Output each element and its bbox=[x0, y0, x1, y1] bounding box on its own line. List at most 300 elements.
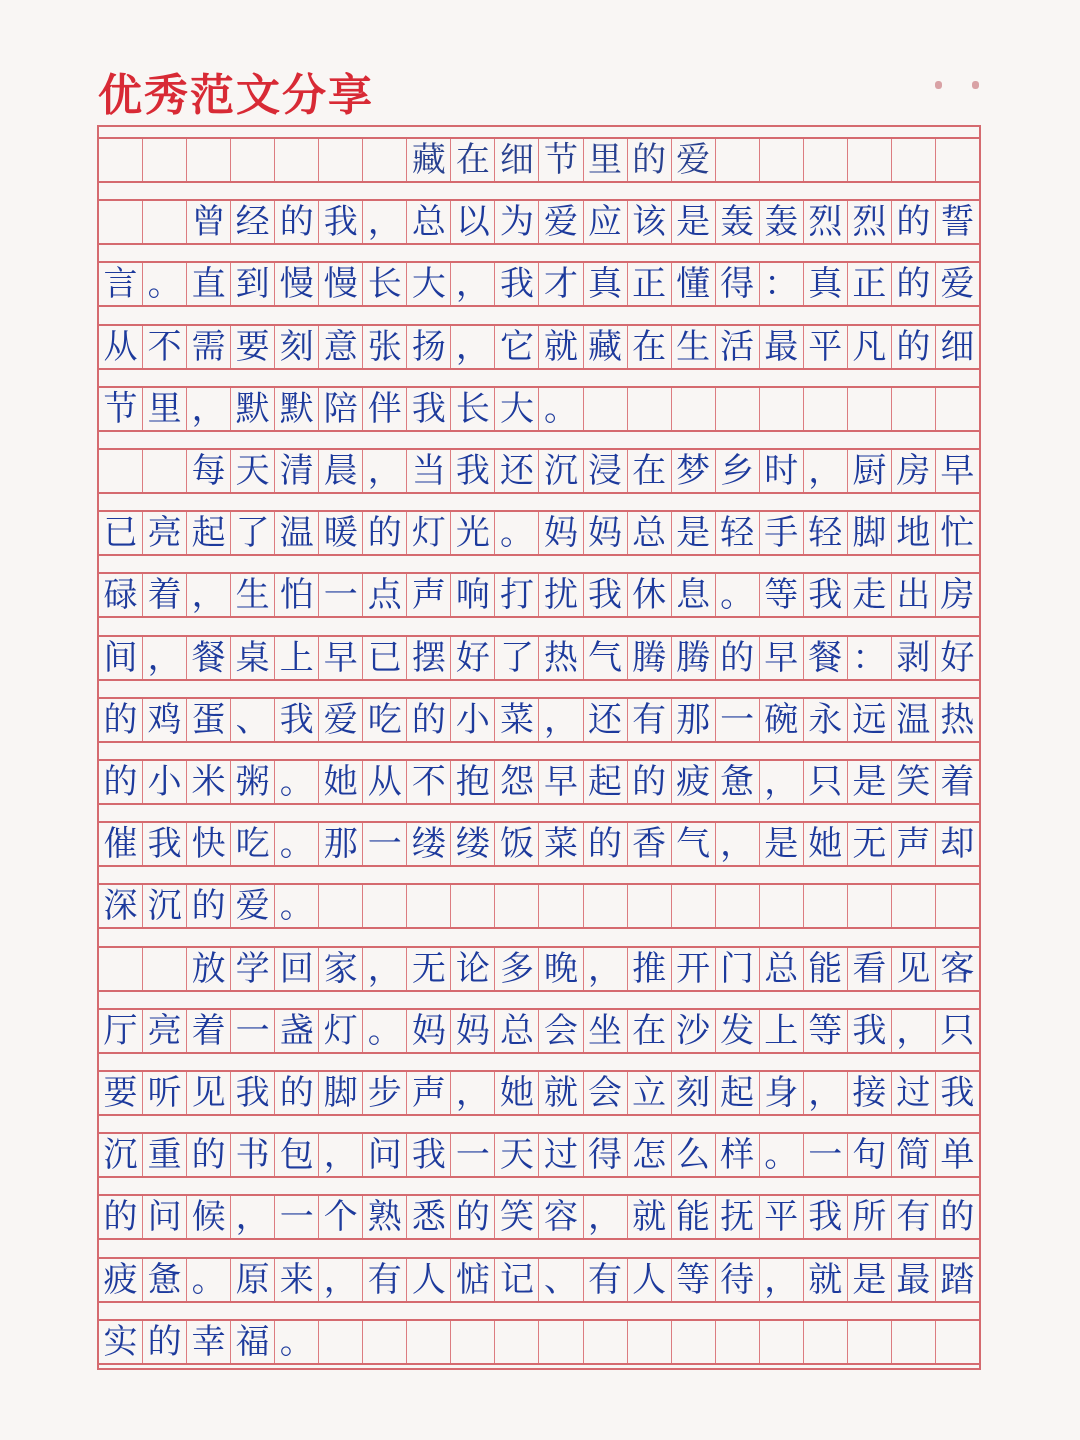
grid-cell-char: ， bbox=[451, 1072, 495, 1114]
grid-cell-char: 催 bbox=[99, 823, 143, 865]
grid-cell-char: 长 bbox=[363, 263, 407, 305]
grid-cell-char: 我 bbox=[451, 450, 495, 492]
grid-cell-char: 一 bbox=[716, 699, 760, 741]
grid-cell-char: 就 bbox=[628, 1196, 672, 1238]
grid-cell-empty bbox=[760, 388, 804, 430]
grid-cell-char: 有 bbox=[628, 699, 672, 741]
grid-cell-char: 里 bbox=[584, 139, 628, 181]
grid-cell-empty bbox=[672, 1321, 716, 1363]
grid-cell-char: 立 bbox=[628, 1072, 672, 1114]
grid-cell-char: 记 bbox=[495, 1259, 539, 1301]
grid-cell-empty bbox=[628, 1321, 672, 1363]
grid-cell-char: ， bbox=[363, 450, 407, 492]
grid-cell-char: 。 bbox=[760, 1134, 804, 1176]
grid-cell-char: 惫 bbox=[716, 761, 760, 803]
grid-cell-char: 我 bbox=[495, 263, 539, 305]
grid-cell-char: 爱 bbox=[672, 139, 716, 181]
grid-cell-empty bbox=[892, 139, 936, 181]
dot-icon bbox=[935, 81, 942, 89]
grid-cell-char: 誓 bbox=[940, 202, 975, 243]
essay-text-row bbox=[99, 821, 979, 867]
grid-cell-char: 抚 bbox=[716, 1196, 760, 1238]
grid-cell-empty bbox=[584, 388, 628, 430]
grid-cell-char: 到 bbox=[231, 263, 275, 305]
grid-cell-char: ， bbox=[363, 201, 407, 243]
grid-cell-empty bbox=[143, 139, 187, 181]
grid-cell-char: 起 bbox=[584, 761, 628, 803]
grid-cell-char: 在 bbox=[628, 326, 672, 368]
grid-cell-empty bbox=[936, 388, 979, 430]
grid-cell-char: 爱 bbox=[319, 699, 363, 741]
grid-cell-char: 家 bbox=[319, 948, 363, 990]
grid-cell-char: 已 bbox=[363, 637, 407, 679]
grid-cell-char: 单 bbox=[940, 1135, 975, 1176]
grid-cell-char: 所 bbox=[848, 1196, 892, 1238]
grid-cell-char: 每 bbox=[187, 450, 231, 492]
grid-cell-char: 在 bbox=[451, 139, 495, 181]
grid-cell-char: 细 bbox=[495, 139, 539, 181]
grid-cell-char: 候 bbox=[187, 1196, 231, 1238]
grid-cell-char: 鸡 bbox=[143, 699, 187, 741]
grid-cell-char: 默 bbox=[231, 388, 275, 430]
grid-cell-char: 天 bbox=[231, 450, 275, 492]
grid-cell-char: 多 bbox=[495, 948, 539, 990]
grid-cell-char: 门 bbox=[716, 948, 760, 990]
grid-cell-char: 热 bbox=[940, 699, 975, 740]
grid-cell-empty bbox=[363, 885, 407, 927]
grid-cell-char: 见 bbox=[892, 948, 936, 990]
grid-cell-char: 刻 bbox=[672, 1072, 716, 1114]
grid-cell-char: 在 bbox=[628, 450, 672, 492]
grid-cell-empty bbox=[407, 885, 451, 927]
grid-cell-char: ： bbox=[760, 263, 804, 305]
grid-cell-empty bbox=[804, 388, 848, 430]
grid-cell-char: 待 bbox=[716, 1259, 760, 1301]
grid-cell-char: 她 bbox=[804, 823, 848, 865]
grid-cell-char: 为 bbox=[495, 201, 539, 243]
grid-cell-empty bbox=[363, 139, 407, 181]
grid-cell-char: 香 bbox=[628, 823, 672, 865]
grid-cell-empty bbox=[584, 885, 628, 927]
essay-text-row bbox=[99, 1070, 979, 1116]
grid-cell-char: 放 bbox=[187, 948, 231, 990]
grid-cell-char: 早 bbox=[319, 637, 363, 679]
grid-cell-char: 过 bbox=[892, 1072, 936, 1114]
grid-cell-empty bbox=[539, 885, 583, 927]
grid-cell-char: 温 bbox=[275, 512, 319, 554]
grid-cell-char: 来 bbox=[275, 1259, 319, 1301]
grid-cell-char: 会 bbox=[584, 1072, 628, 1114]
grid-cell-char: 不 bbox=[143, 326, 187, 368]
grid-cell-char: 当 bbox=[407, 450, 451, 492]
grid-cell-char: 永 bbox=[804, 699, 848, 741]
grid-cell-char: 得 bbox=[584, 1134, 628, 1176]
grid-cell-char: 细 bbox=[940, 326, 975, 367]
grid-cell-char: 妈 bbox=[539, 512, 583, 554]
grid-cell-char: 最 bbox=[760, 326, 804, 368]
grid-cell-char: 伴 bbox=[363, 388, 407, 430]
grid-cell-char: 怎 bbox=[628, 1134, 672, 1176]
grid-cell-char: 休 bbox=[628, 574, 672, 616]
grid-cell-char: 无 bbox=[407, 948, 451, 990]
grid-cell-char: 不 bbox=[407, 761, 451, 803]
grid-cell-char: 的 bbox=[892, 263, 936, 305]
grid-cell-char: 腾 bbox=[628, 637, 672, 679]
grid-cell-char: 平 bbox=[760, 1196, 804, 1238]
essay-text-row bbox=[99, 946, 979, 992]
grid-cell-char: 步 bbox=[363, 1072, 407, 1114]
grid-cell-empty bbox=[936, 139, 979, 181]
grid-cell-char: 才 bbox=[539, 263, 583, 305]
grid-cell-char: 疲 bbox=[99, 1259, 143, 1301]
grid-cell-char: 曾 bbox=[187, 201, 231, 243]
grid-cell-char: 梦 bbox=[672, 450, 716, 492]
grid-cell-char: 的 bbox=[99, 1196, 143, 1238]
grid-cell-char: 的 bbox=[584, 823, 628, 865]
grid-cell-char: 早 bbox=[760, 637, 804, 679]
grid-cell-char: 那 bbox=[319, 823, 363, 865]
grid-cell-char: 我 bbox=[804, 574, 848, 616]
grid-cell-char: 上 bbox=[760, 1010, 804, 1052]
grid-cell-char: 推 bbox=[628, 948, 672, 990]
grid-cell-empty bbox=[628, 388, 672, 430]
grid-cell-char: 饭 bbox=[495, 823, 539, 865]
grid-cell-char: 的 bbox=[407, 699, 451, 741]
grid-cell-char: 的 bbox=[99, 699, 143, 741]
grid-cell-char: ， bbox=[319, 1259, 363, 1301]
grid-cell-char: 光 bbox=[451, 512, 495, 554]
grid-cell-char: 应 bbox=[584, 201, 628, 243]
grid-cell-char: 妈 bbox=[451, 1010, 495, 1052]
grid-cell-char: ， bbox=[363, 948, 407, 990]
grid-cell-char: 过 bbox=[539, 1134, 583, 1176]
grid-cell-char: 的 bbox=[275, 201, 319, 243]
grid-cell-char: 一 bbox=[451, 1134, 495, 1176]
grid-cell-char: 就 bbox=[804, 1259, 848, 1301]
grid-cell-empty bbox=[275, 139, 319, 181]
grid-cell-char: 厅 bbox=[99, 1010, 143, 1052]
grid-cell-char: 么 bbox=[672, 1134, 716, 1176]
grid-cell-char: 我 bbox=[584, 574, 628, 616]
grid-cell-char: 灯 bbox=[407, 512, 451, 554]
grid-cell-char: 的 bbox=[143, 1321, 187, 1363]
grid-cell-char: 慢 bbox=[319, 263, 363, 305]
grid-cell-char: 简 bbox=[892, 1134, 936, 1176]
grid-cell-char: 打 bbox=[495, 574, 539, 616]
grid-cell-char: 一 bbox=[319, 574, 363, 616]
grid-cell-char: ， bbox=[451, 263, 495, 305]
grid-cell-char: 踏 bbox=[940, 1259, 975, 1300]
grid-cell-char: 的 bbox=[716, 637, 760, 679]
grid-cell-char: 早 bbox=[539, 761, 583, 803]
grid-cell-char: 亮 bbox=[143, 512, 187, 554]
grid-cell-char: ， bbox=[231, 1196, 275, 1238]
grid-cell-char: 热 bbox=[539, 637, 583, 679]
grid-cell-char: 。 bbox=[275, 823, 319, 865]
grid-cell-char: 。 bbox=[143, 263, 187, 305]
grid-cell-char: 盏 bbox=[275, 1010, 319, 1052]
grid-cell-empty bbox=[716, 139, 760, 181]
grid-cell-char: 我 bbox=[804, 1196, 848, 1238]
grid-cell-char: 有 bbox=[584, 1259, 628, 1301]
grid-cell-char: 能 bbox=[804, 948, 848, 990]
grid-cell-char: 沉 bbox=[143, 885, 187, 927]
grid-cell-empty bbox=[716, 1321, 760, 1363]
grid-cell-char: 爱 bbox=[940, 264, 975, 305]
grid-cell-empty bbox=[143, 201, 187, 243]
grid-cell-empty bbox=[495, 1321, 539, 1363]
grid-cell-char: 是 bbox=[760, 823, 804, 865]
grid-cell-char: 沉 bbox=[99, 1134, 143, 1176]
grid-cell-char: 长 bbox=[451, 388, 495, 430]
grid-cell-char: 以 bbox=[451, 201, 495, 243]
grid-cell-char: 回 bbox=[275, 948, 319, 990]
grid-cell-char: 轻 bbox=[716, 512, 760, 554]
essay-text-row bbox=[99, 448, 979, 494]
grid-cell-char: 一 bbox=[275, 1196, 319, 1238]
grid-cell-char: ， bbox=[584, 948, 628, 990]
grid-cell-char: 晚 bbox=[539, 948, 583, 990]
essay-text-row bbox=[99, 759, 979, 805]
grid-cell-empty bbox=[99, 201, 143, 243]
grid-cell-char: 着 bbox=[940, 762, 975, 802]
grid-cell-char: 扬 bbox=[407, 326, 451, 368]
grid-cell-empty bbox=[848, 885, 892, 927]
grid-cell-char: 那 bbox=[672, 699, 716, 741]
grid-cell-char: ， bbox=[187, 388, 231, 430]
grid-cell-char: 直 bbox=[187, 263, 231, 305]
grid-cell-char: 坐 bbox=[584, 1010, 628, 1052]
grid-cell-char: 走 bbox=[848, 574, 892, 616]
grid-cell-char: ， bbox=[451, 326, 495, 368]
grid-cell-empty bbox=[804, 1321, 848, 1363]
grid-cell-char: 是 bbox=[848, 1259, 892, 1301]
grid-cell-char: 。 bbox=[187, 1259, 231, 1301]
grid-cell-char: 的 bbox=[99, 761, 143, 803]
grid-cell-char: 声 bbox=[407, 1072, 451, 1114]
grid-cell-char: 有 bbox=[892, 1196, 936, 1238]
grid-cell-empty bbox=[143, 450, 187, 492]
grid-cell-char: 出 bbox=[892, 574, 936, 616]
grid-cell-char: 响 bbox=[451, 574, 495, 616]
essay-text-row bbox=[99, 261, 979, 307]
grid-cell-char: 息 bbox=[672, 574, 716, 616]
grid-cell-char: 缕 bbox=[407, 823, 451, 865]
grid-cell-char: 原 bbox=[231, 1259, 275, 1301]
grid-cell-char: 。 bbox=[275, 885, 319, 927]
grid-cell-char: 她 bbox=[319, 761, 363, 803]
grid-cell-char: 总 bbox=[760, 948, 804, 990]
grid-cell-char: ， bbox=[716, 823, 760, 865]
grid-cell-empty bbox=[936, 1321, 979, 1363]
grid-cell-char: 小 bbox=[451, 699, 495, 741]
grid-cell-char: 它 bbox=[495, 326, 539, 368]
decorative-dots bbox=[935, 74, 1009, 93]
grid-cell-empty bbox=[451, 1321, 495, 1363]
grid-cell-char: 的 bbox=[363, 512, 407, 554]
grid-cell-char: 着 bbox=[143, 574, 187, 616]
grid-cell-char: 脚 bbox=[848, 512, 892, 554]
grid-cell-char: 书 bbox=[231, 1134, 275, 1176]
grid-cell-char: 就 bbox=[539, 326, 583, 368]
grid-cell-char: 已 bbox=[99, 512, 143, 554]
grid-cell-char: 会 bbox=[539, 1010, 583, 1052]
grid-cell-char: 惦 bbox=[451, 1259, 495, 1301]
grid-cell-empty bbox=[760, 139, 804, 181]
grid-cell-char: ， bbox=[892, 1010, 936, 1052]
grid-cell-empty bbox=[716, 388, 760, 430]
grid-cell-char: 剥 bbox=[892, 637, 936, 679]
grid-cell-char: 了 bbox=[231, 512, 275, 554]
grid-cell-char: 问 bbox=[363, 1134, 407, 1176]
essay-text-row bbox=[99, 199, 979, 245]
grid-cell-char: ： bbox=[848, 637, 892, 679]
grid-cell-char: 的 bbox=[628, 761, 672, 803]
grid-cell-char: 只 bbox=[940, 1010, 975, 1051]
grid-cell-char: 言 bbox=[99, 263, 143, 305]
grid-cell-empty bbox=[99, 139, 143, 181]
grid-cell-char: 节 bbox=[99, 388, 143, 430]
grid-cell-empty bbox=[804, 139, 848, 181]
grid-cell-char: 的 bbox=[451, 1196, 495, 1238]
grid-cell-char: 声 bbox=[892, 823, 936, 865]
grid-cell-char: 正 bbox=[848, 263, 892, 305]
grid-cell-char: ， bbox=[760, 761, 804, 803]
grid-cell-char: 天 bbox=[495, 1134, 539, 1176]
grid-cell-empty bbox=[319, 885, 363, 927]
grid-cell-char: ， bbox=[804, 1072, 848, 1114]
grid-cell-char: 爱 bbox=[231, 885, 275, 927]
grid-cell-char: 学 bbox=[231, 948, 275, 990]
essay-text-row bbox=[99, 635, 979, 681]
grid-cell-char: 。 bbox=[495, 512, 539, 554]
grid-cell-char: 我 bbox=[407, 388, 451, 430]
grid-cell-char: 笑 bbox=[892, 761, 936, 803]
grid-cell-char: 我 bbox=[319, 201, 363, 243]
essay-text-row bbox=[99, 324, 979, 370]
grid-cell-char: 。 bbox=[275, 1321, 319, 1363]
grid-cell-char: 实 bbox=[99, 1321, 143, 1363]
grid-cell-empty bbox=[143, 948, 187, 990]
grid-cell-char: 从 bbox=[99, 326, 143, 368]
grid-cell-char: 的 bbox=[892, 201, 936, 243]
essay-text-row bbox=[99, 1194, 979, 1240]
grid-cell-char: 能 bbox=[672, 1196, 716, 1238]
grid-cell-char: 爱 bbox=[539, 201, 583, 243]
grid-cell-char: 要 bbox=[231, 326, 275, 368]
grid-cell-empty bbox=[892, 885, 936, 927]
grid-cell-char: 论 bbox=[451, 948, 495, 990]
grid-cell-char: 的 bbox=[275, 1072, 319, 1114]
grid-cell-char: 要 bbox=[99, 1072, 143, 1114]
grid-cell-empty bbox=[187, 139, 231, 181]
grid-cell-char: 见 bbox=[187, 1072, 231, 1114]
grid-cell-empty bbox=[363, 1321, 407, 1363]
grid-cell-char: 早 bbox=[940, 451, 975, 491]
grid-cell-char: 还 bbox=[495, 450, 539, 492]
grid-cell-char: 沙 bbox=[672, 1010, 716, 1052]
grid-cell-char: 、 bbox=[539, 1259, 583, 1301]
grid-cell-char: 清 bbox=[275, 450, 319, 492]
grid-cell-char: 句 bbox=[848, 1134, 892, 1176]
grid-cell-char: 菜 bbox=[495, 699, 539, 741]
grid-cell-char: 起 bbox=[716, 1072, 760, 1114]
grid-cell-char: 笑 bbox=[495, 1196, 539, 1238]
grid-cell-char: 声 bbox=[407, 574, 451, 616]
grid-cell-char: 怕 bbox=[275, 574, 319, 616]
dot-icon bbox=[972, 81, 979, 89]
grid-cell-empty bbox=[804, 885, 848, 927]
grid-cell-empty bbox=[892, 1321, 936, 1363]
grid-cell-char: 包 bbox=[275, 1134, 319, 1176]
grid-cell-char: 从 bbox=[363, 761, 407, 803]
grid-cell-char: 了 bbox=[495, 637, 539, 679]
grid-cell-char: ， bbox=[760, 1259, 804, 1301]
grid-cell-char: 烈 bbox=[848, 201, 892, 243]
grid-cell-char: 餐 bbox=[187, 637, 231, 679]
essay-text-row bbox=[99, 883, 979, 929]
grid-cell-empty bbox=[319, 139, 363, 181]
grid-cell-empty bbox=[628, 885, 672, 927]
grid-cell-char: 刻 bbox=[275, 326, 319, 368]
grid-cell-char: 里 bbox=[143, 388, 187, 430]
grid-cell-char: 的 bbox=[892, 326, 936, 368]
grid-cell-char: 无 bbox=[848, 823, 892, 865]
grid-cell-char: ， bbox=[584, 1196, 628, 1238]
grid-cell-char: 却 bbox=[940, 824, 975, 865]
grid-cell-char: 、 bbox=[231, 699, 275, 741]
grid-cell-empty bbox=[319, 1321, 363, 1363]
grid-cell-char: 等 bbox=[804, 1010, 848, 1052]
grid-cell-char: 乡 bbox=[716, 450, 760, 492]
page-header-title: 优秀范文分享 bbox=[98, 70, 374, 121]
grid-cell-char: 大 bbox=[407, 263, 451, 305]
grid-cell-char: 需 bbox=[187, 326, 231, 368]
essay-text-row bbox=[99, 1008, 979, 1054]
grid-cell-char: 懂 bbox=[672, 263, 716, 305]
grid-cell-empty bbox=[848, 139, 892, 181]
grid-cell-char: 碌 bbox=[99, 574, 143, 616]
grid-cell-char: 手 bbox=[760, 512, 804, 554]
grid-cell-char: 藏 bbox=[584, 326, 628, 368]
grid-cell-char: 我 bbox=[275, 699, 319, 741]
grid-cell-char: 上 bbox=[275, 637, 319, 679]
grid-cell-char: 。 bbox=[275, 761, 319, 803]
grid-cell-empty bbox=[672, 388, 716, 430]
grid-cell-char: 正 bbox=[628, 263, 672, 305]
grid-cell-char: 重 bbox=[143, 1134, 187, 1176]
grid-cell-char: 熟 bbox=[363, 1196, 407, 1238]
grid-cell-char: 晨 bbox=[319, 450, 363, 492]
grid-cell-char: 在 bbox=[628, 1010, 672, 1052]
grid-cell-char: 快 bbox=[187, 823, 231, 865]
grid-cell-char: 是 bbox=[672, 201, 716, 243]
grid-cell-char: 腾 bbox=[672, 637, 716, 679]
grid-cell-char: 房 bbox=[892, 450, 936, 492]
grid-cell-char: 意 bbox=[319, 326, 363, 368]
grid-cell-char: 碗 bbox=[760, 699, 804, 741]
grid-cell-char: 的 bbox=[628, 139, 672, 181]
grid-cell-char: 气 bbox=[584, 637, 628, 679]
grid-cell-char: 还 bbox=[584, 699, 628, 741]
grid-cell-empty bbox=[539, 1321, 583, 1363]
grid-cell-char: 大 bbox=[495, 388, 539, 430]
essay-text-row bbox=[99, 1257, 979, 1303]
grid-cell-char: 。 bbox=[716, 574, 760, 616]
essay-text-row bbox=[99, 1132, 979, 1178]
grid-cell-empty bbox=[231, 139, 275, 181]
grid-cell-char: 着 bbox=[187, 1010, 231, 1052]
